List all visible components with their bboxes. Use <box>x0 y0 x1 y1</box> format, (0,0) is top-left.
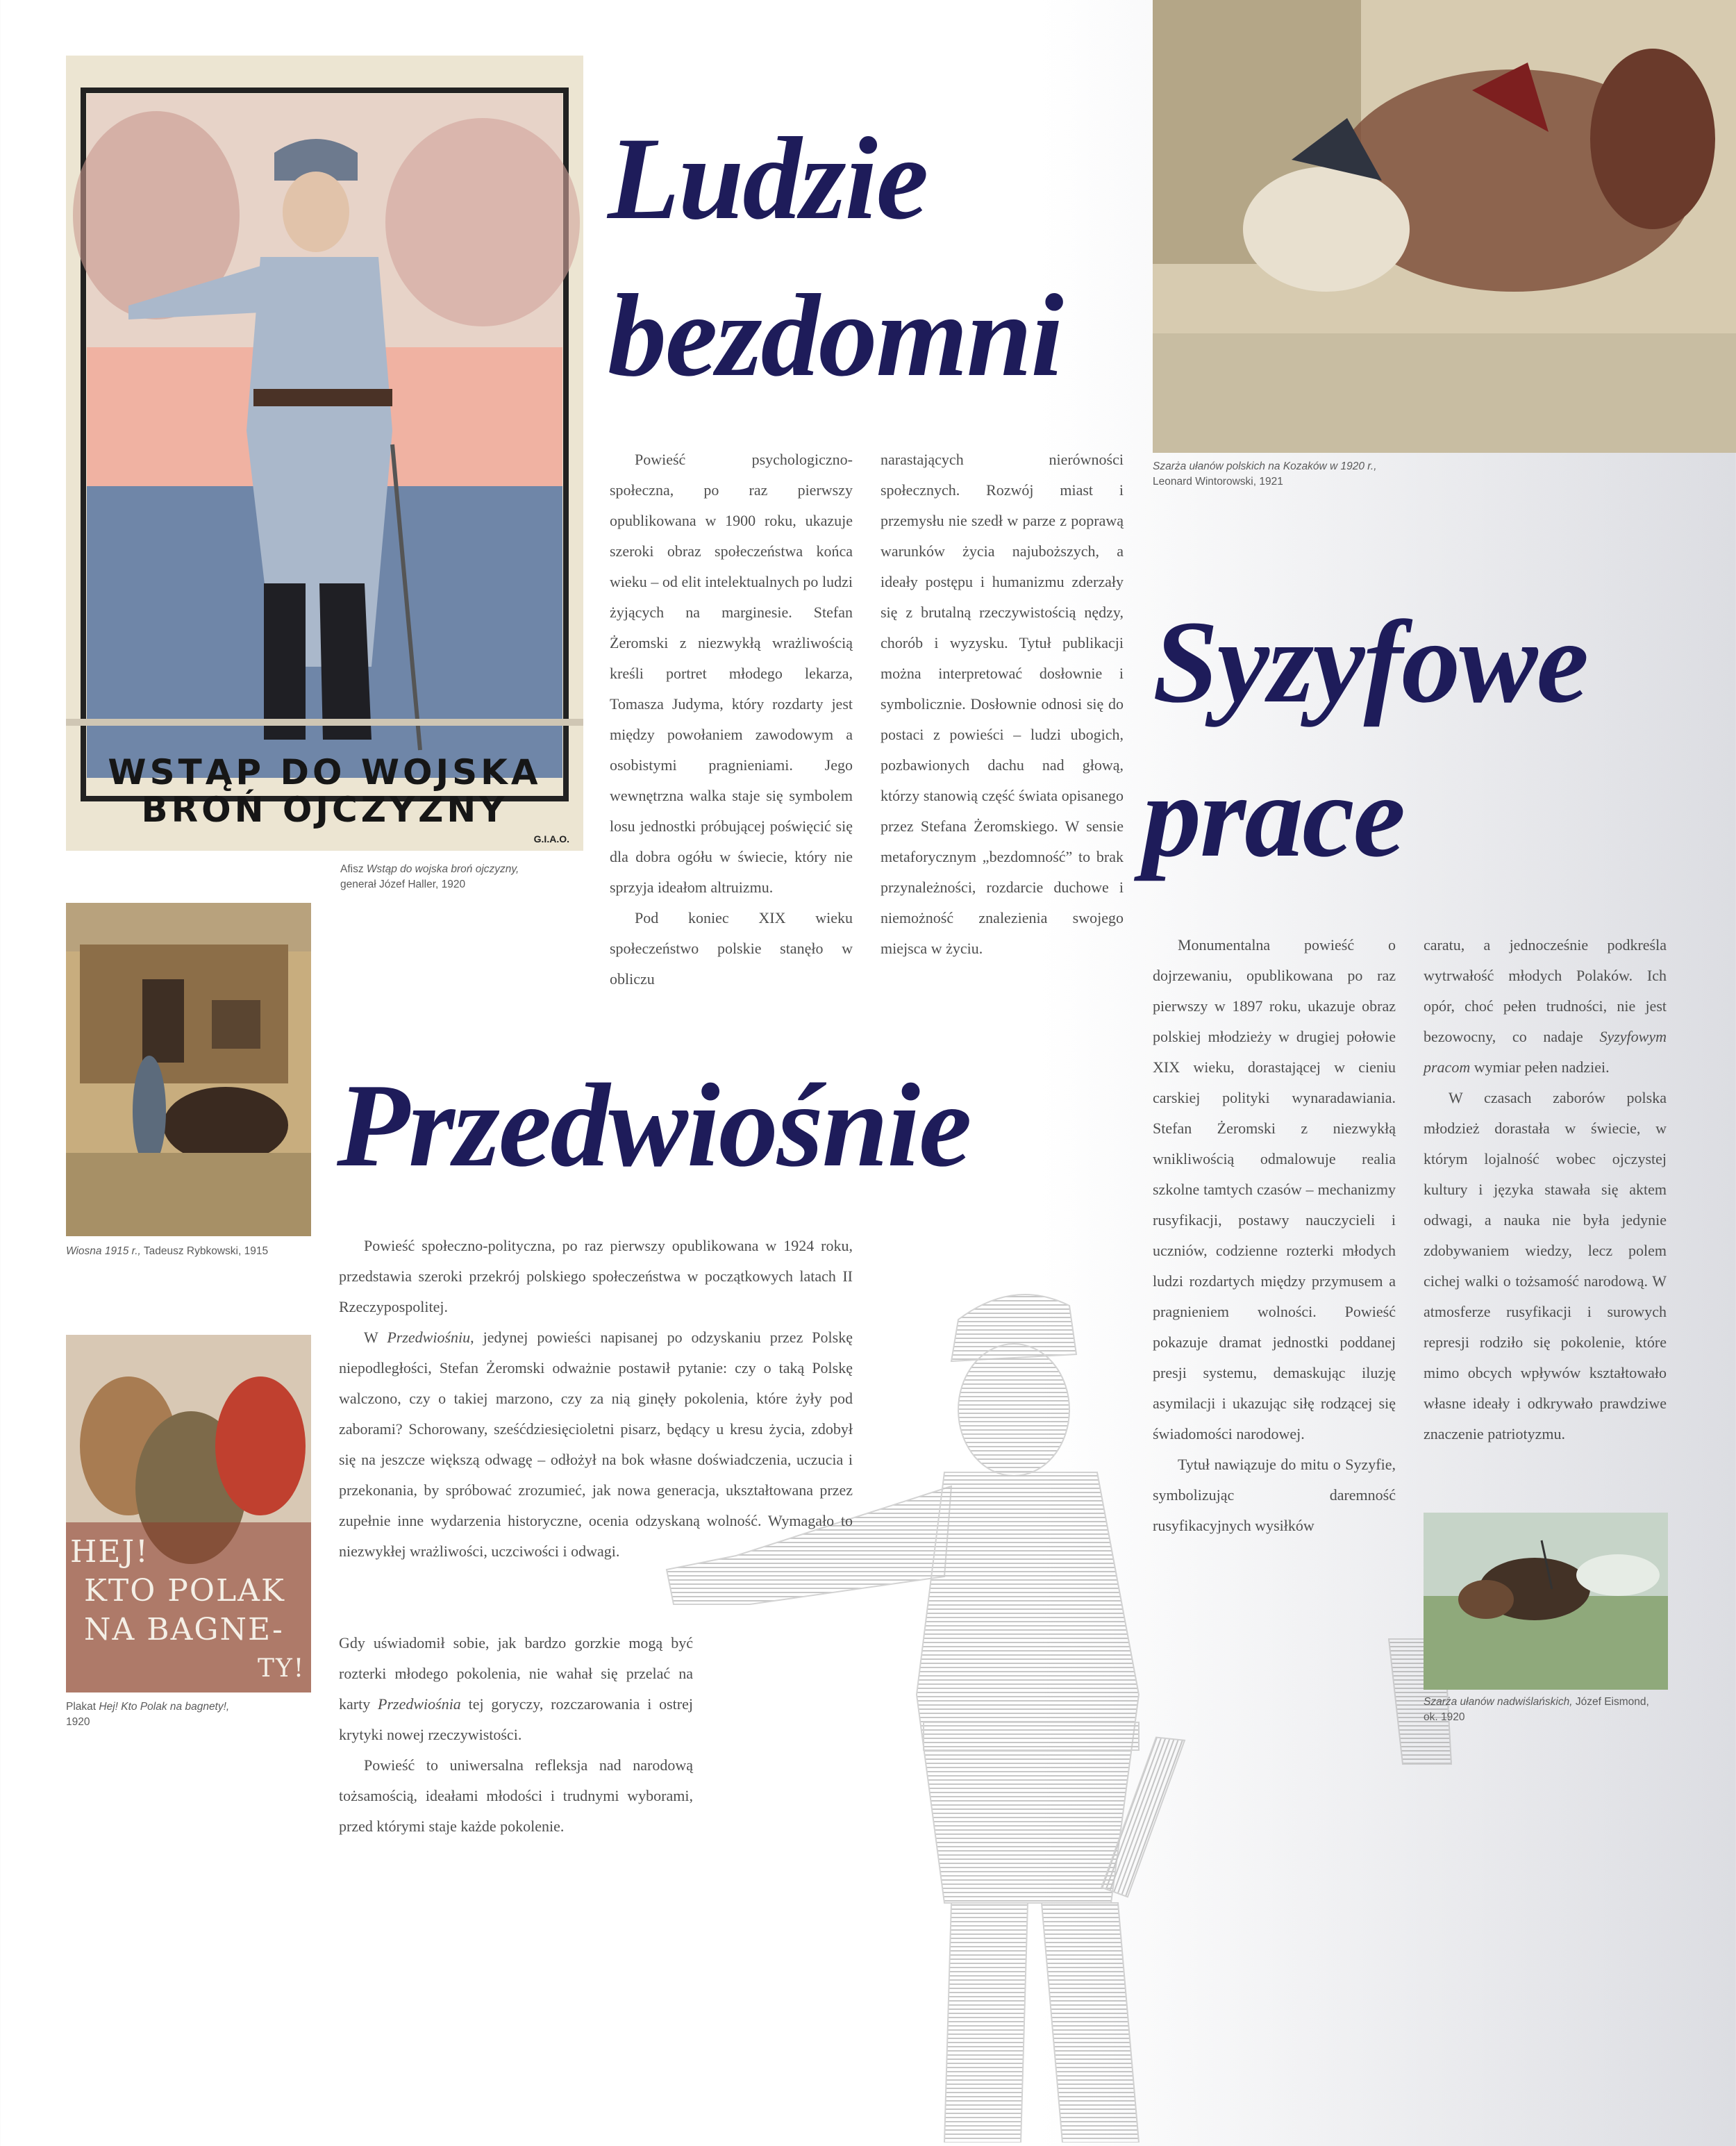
caption-hej: Plakat Hej! Kto Polak na bagnety!, 1920 <box>66 1701 230 1728</box>
poster-haller-mark: G.I.A.O. <box>533 833 569 845</box>
syzyfowe-paragraph-3: caratu, a jednocześnie podkreśla wytrwałość młodych Polaków. Ich opór, choć pełen trudności, nie jest bezowocny, co nadaje Syzyfowym pracom wymiar pełen nadziei. <box>1424 936 1667 1076</box>
syzyfowe-paragraph-1: Monumentalna powieść o dojrzewaniu, opublikowana po raz pierwszy w 1897 roku, ukazuje obraz polskiej młodzieży w drugiej połowie XIX wieku, dorastającej w cieniu carskiej polityki wynaradawiania. Stefan Żeromski z niezwykłą wnikliwością odmalowuje realia szkolne tamtych czasów – mechanizmy rusyfikacji, postawy nauczycieli i uczniów, codzienne rozterki młodych ludzi rozdartych między przymusem a pragnieniem wolności. Powieść pokazuje dramat jednostki poddanej presji systemu, demaskując iluzję asymilacji i ukazując siłę rodzącej się świadomości narodowej. <box>1153 936 1396 1442</box>
przedwiosnie-paragraph-3: Powieść to uniwersalna refleksja nad narodową tożsamością, ideałami młodości i trudnymi wyborami, przed którymi staje każde pokolenie. <box>339 1756 693 1835</box>
syzyfowe-paragraph-4: W czasach zaborów polska młodzież dorastała w świecie, w którym lojalność wobec ojczystej kultury i języka stawała się aktem odwagi, a nauka nie była jedynie zdobywaniem wiedzy, lecz polem cichej walki o tożsamość narodową. W atmosferze rusyfikacji i surowych represji rodziło się pokolenie, które mimo obcych wpływów kształtowało własne ideały i odkrywało prawdziwe znaczenie patriotyzmu. <box>1424 1089 1667 1442</box>
poster-hej-kto-polak <box>66 1335 311 1692</box>
caption-uhlans: Szarża ułanów polskich na Kozaków w 1920 r., Leonard Wintorowski, 1921 <box>1153 460 1377 488</box>
ludzie-column-1 <box>610 444 853 995</box>
poster-hej-text3: NA BAGNE- <box>84 1612 284 1647</box>
przedwiosnie-text-lower <box>339 1628 693 1842</box>
przedwiosnie-paragraph-1: Powieść społeczno-polityczna, po raz pierwszy opublikowana w 1924 roku, przedstawia szeroki przekrój polskiego społeczeństwa w początkowych latach II Rzeczypospolitej. <box>339 1237 853 1315</box>
poster-haller <box>66 56 583 851</box>
przedwiosnie-paragraph-2: W Przedwiośniu, jedynej powieści napisanej po odzyskaniu przez Polskę niepodległości, Stefan Żeromski odważnie postawił pytanie: czy o taką Polskę walczono, czy o takiej marzono, czy za nią ginęły pokolenia, które żyły pod zaborami? Schorowany, sześćdziesięcioletni pisarz, będący u kresu życia, zdobył się na jeszcze większą odwagę – odłożył na bok własne doświadczenia, uczucia i przekonania, by spróbować zrozumieć, jak nowa generacja, ukształtowana przez zupełnie inne wydarzenia historyczne, ocenia odzyskaną wolność. Wymagało to niezwykłej wrażliwości, uczciwości i odwagi. <box>339 1329 853 1560</box>
poster-haller-line2: BROŃ OJCZYZNY <box>141 790 508 830</box>
poster-hej-text4: TY! <box>258 1654 306 1683</box>
syzyfowe-column-1 <box>1153 930 1396 1541</box>
ludzie-paragraph-3: narastających nierówności społecznych. Rozwój miast i przemysłu nie szedł w parze z poprawą warunków życia najuboższych, a ideały postępu i humanizmu zderzały się z brutalną rzeczywistością nędzy, chorób i wyzysku. Tytuł publikacji można interpretować dosłownie i symbolicznie. Dosłownie odnosi się do postaci z powieści – ludzi ubogich, pozbawionych dachu nad głową, którzy stanowią część świata opisanego przez Stefana Żeromskiego. W sensie metaforycznym „bezdomność” to brak przynależności, rozdarcie duchowe i niemożność znalezienia swojego miejsca w życiu. <box>880 451 1124 957</box>
title-przedwiosnie: Przedwiośnie <box>337 1060 971 1192</box>
syzyfowe-column-2 <box>1424 930 1667 1449</box>
poster-hej-text1: HEJ! <box>70 1534 149 1570</box>
przedwiosnie-paragraph-2-cont: Gdy uświadomił sobie, jak bardzo gorzkie mogą być rozterki młodego pokolenia, nie wahał się przelać na karty Przedwiośnia tej goryczy, rozczarowania i ostrej krytyki nowej rzeczywistości. <box>339 1634 693 1743</box>
painting-wiosna-1915 <box>66 903 311 1236</box>
title-syzyfowe-line1: Syzyfowe <box>1153 597 1588 727</box>
ludzie-column-2 <box>880 444 1124 964</box>
poster-haller-line1: WSTĄP DO WOJSKA <box>108 752 542 792</box>
title-syzyfowe-line2: prace <box>1142 751 1405 881</box>
painting-eismond <box>1424 1513 1668 1690</box>
ludzie-paragraph-2: Pod koniec XIX wieku społeczeństwo polskie stanęło w obliczu <box>610 909 853 988</box>
syzyfowe-paragraph-2: Tytuł nawiązuje do mitu o Syzyfie, symbolizując daremność rusyfikacyjnych wysiłków <box>1153 1456 1396 1534</box>
title-ludzie-line1: Ludzie <box>608 113 928 244</box>
caption-haller: Afisz Wstąp do wojska broń ojczyzny, generał Józef Haller, 1920 <box>340 863 519 890</box>
ludzie-paragraph-1: Powieść psychologiczno-społeczna, po raz pierwszy opublikowana w 1900 roku, ukazuje szeroki obraz społeczeństwa końca wieku – od elit intelektualnych po ludzi żyjących na marginesie. Stefan Żeromski z niezwykłą wrażliwością kreśli portret młodego lekarza, Tomasza Judyma, który rozdarty jest między powołaniem zawodowym a osobistymi pragnieniami. Jego wewnętrzna walka staje się symbolem losu jednostki próbującej poświęcić się dla dobra ogółu w świecie, który nie sprzyja ideałom altruizmu. <box>610 451 853 896</box>
poster-hej-text2: KTO POLAK <box>84 1573 285 1608</box>
przedwiosnie-text-upper <box>339 1231 853 1567</box>
title-ludzie-line2: bezdomni <box>608 270 1062 401</box>
caption-wiosna: Wiosna 1915 r., Tadeusz Rybkowski, 1915 <box>66 1245 269 1257</box>
caption-eismond: Szarża ułanów nadwiślańskich, Józef Eismond, ok. 1920 <box>1424 1696 1649 1723</box>
painting-uhlans-charge <box>1153 0 1736 453</box>
